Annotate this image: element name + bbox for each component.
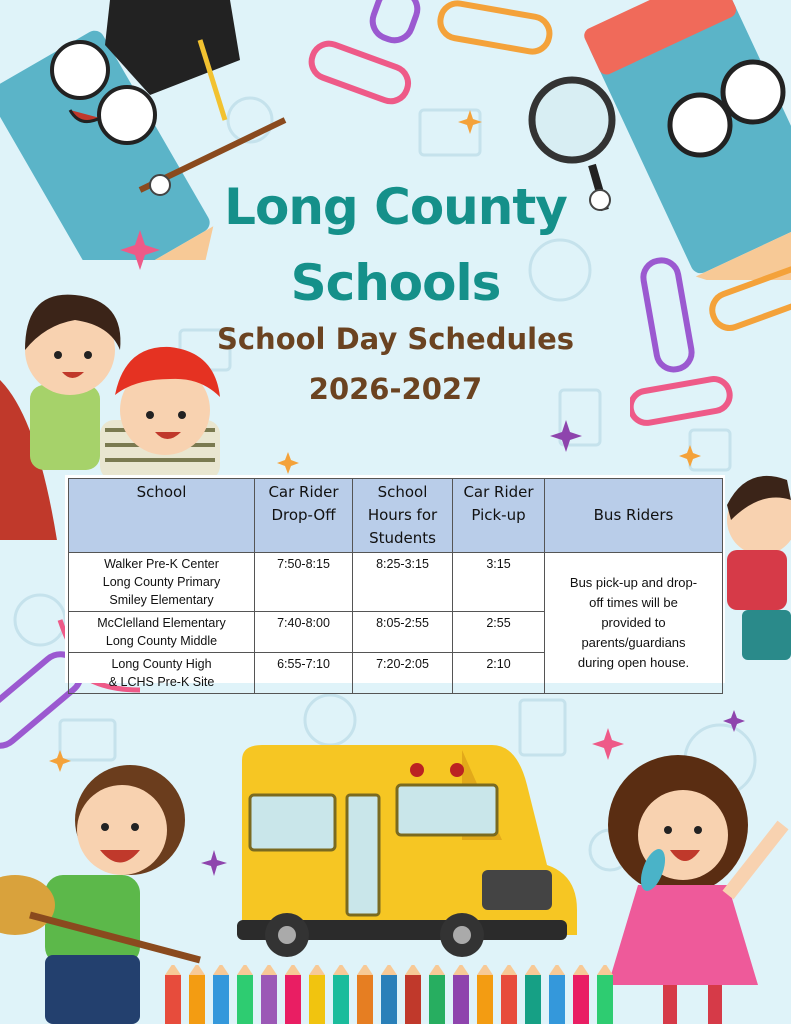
table-row	[69, 553, 723, 612]
school-names-cell: Walker Pre-K Center Long County Primary Smiley Elementary	[69, 553, 255, 612]
school-names-cell: McClelland Elementary Long County Middle	[69, 612, 255, 653]
colored-pencils-icon	[165, 965, 635, 1024]
school-bus-icon	[232, 740, 577, 960]
drop-off-cell: 7:40-8:00	[255, 612, 353, 653]
column-header-bus-riders: Bus Riders	[545, 479, 723, 553]
page-subtitle: School Day Schedules	[216, 322, 575, 356]
column-header-school: School	[69, 479, 255, 553]
schedule-table	[68, 478, 723, 694]
hours-cell: 8:05-2:55	[353, 612, 453, 653]
school-year: 2026-2027	[308, 372, 483, 406]
hours-cell: 8:25-3:15	[353, 553, 453, 612]
pick-up-cell: 2:10	[453, 653, 545, 694]
school-names-cell: Long County High & LCHS Pre-K Site	[69, 653, 255, 694]
page-title-line2: Schools	[290, 254, 501, 312]
drop-off-cell: 7:50-8:15	[255, 553, 353, 612]
column-header-school-hours: School Hours for Students	[353, 479, 453, 553]
pick-up-cell: 2:55	[453, 612, 545, 653]
column-header-car-rider-pick-up: Car Rider Pick-up	[453, 479, 545, 553]
pick-up-cell: 3:15	[453, 553, 545, 612]
drop-off-cell: 6:55-7:10	[255, 653, 353, 694]
bus-riders-note-cell: Bus pick-up and drop- off times will be provided to parents/guardians during open house.	[545, 553, 723, 694]
hours-cell: 7:20-2:05	[353, 653, 453, 694]
column-header-car-rider-drop-off: Car Rider Drop-Off	[255, 479, 353, 553]
table-header-row	[69, 479, 723, 553]
page-title-line1: Long County	[224, 178, 567, 236]
schedule-table-container	[68, 478, 722, 689]
